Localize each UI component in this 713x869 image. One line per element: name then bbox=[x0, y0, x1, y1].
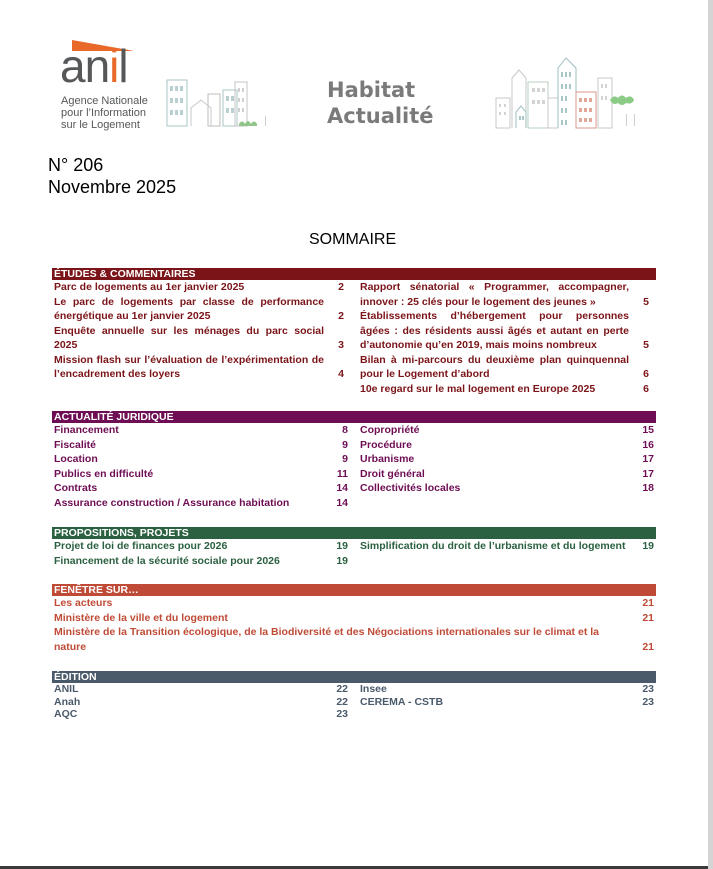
section-propositions-projets bbox=[52, 527, 656, 571]
toc-entry[interactable]: Anah 22 bbox=[54, 695, 348, 708]
toc-entry[interactable]: Ministère de la ville et du logement 21 bbox=[54, 611, 654, 624]
toc-entry[interactable]: Établissements d’hébergement pour personnes âgées : des résidents aussi âgés et autant en perte d’autonomie qu’en 2019, mais moins nombreux 5 bbox=[360, 310, 649, 351]
toc-entry[interactable]: Parc de logements au 1er janvier 2025 2 bbox=[54, 281, 344, 293]
section-header: ACTUALITÉ JURIDIQUE bbox=[52, 411, 656, 423]
toc-entry[interactable]: Copropriété 15 bbox=[360, 424, 654, 436]
left-column bbox=[54, 423, 348, 510]
toc-entry[interactable]: Contrats 14 bbox=[54, 482, 348, 494]
publication-title: Habitat Actualité bbox=[327, 78, 434, 128]
toc-entry[interactable]: Fiscalité 9 bbox=[54, 438, 348, 451]
right-column bbox=[360, 683, 654, 708]
section-header: FENÊTRE SUR… bbox=[52, 584, 656, 596]
section-edition bbox=[52, 671, 656, 723]
right-column bbox=[360, 423, 654, 496]
toc-entry[interactable]: Bilan à mi-parcours du deuxième plan quinquennal pour le Logement d’abord 6 bbox=[360, 353, 649, 380]
toc-entry[interactable]: Enquête annuelle sur les ménages du parc social 2025 3 bbox=[54, 324, 344, 351]
toc-entry[interactable]: Les acteurs 21 bbox=[54, 597, 654, 609]
issue-date: Novembre 2025 bbox=[48, 177, 177, 197]
toc-entry[interactable]: Ministère de la Transition écologique, de la Biodiversité et des Négociations internationales sur le climat et la nature 21 bbox=[54, 626, 654, 653]
toc-entry[interactable]: Financement 8 bbox=[54, 424, 348, 436]
section-header: PROPOSITIONS, PROJETS bbox=[52, 527, 656, 539]
viewer-scrollbar-edge bbox=[708, 0, 713, 869]
toc-entry[interactable]: Procédure 16 bbox=[360, 438, 654, 451]
toc-entry[interactable]: CEREMA - CSTB 23 bbox=[360, 695, 654, 708]
toc-entry[interactable]: Rapport sénatorial « Programmer, accompagner, innover : 25 clés pour le logement des jeunes » 5 bbox=[360, 281, 649, 308]
toc-title: SOMMAIRE bbox=[309, 231, 397, 248]
left-column bbox=[54, 683, 348, 721]
issue-info bbox=[48, 154, 176, 198]
issue-number: N° 206 bbox=[48, 155, 104, 175]
section-fenetre-sur bbox=[52, 584, 656, 654]
section-etudes-commentaires bbox=[52, 268, 656, 395]
toc-entry[interactable]: Le parc de logements par classe de performance énergétique au 1er janvier 2025 2 bbox=[54, 295, 344, 322]
city-buildings-icon bbox=[165, 78, 275, 128]
toc-entry[interactable]: ANIL 22 bbox=[54, 683, 348, 695]
left-column bbox=[54, 539, 348, 568]
right-column bbox=[360, 280, 649, 396]
toc-entry[interactable]: Simplification du droit de l’urbanisme et du logement 19 bbox=[360, 540, 654, 552]
toc-entry[interactable]: Projet de loi de finances pour 2026 19 bbox=[54, 540, 348, 552]
section-header: ÉTUDES & COMMENTAIRES bbox=[52, 268, 656, 280]
toc-entry[interactable]: Mission flash sur l’évaluation de l’expérimentation de l’encadrement des loyers 4 bbox=[54, 353, 344, 380]
toc-entry[interactable]: Location 9 bbox=[54, 453, 348, 465]
toc-entry[interactable]: 10e regard sur le mal logement en Europe 2025 6 bbox=[360, 382, 649, 395]
toc-entry[interactable]: Insee 23 bbox=[360, 683, 654, 695]
logo-wordmark: anil bbox=[60, 40, 128, 92]
right-column bbox=[360, 539, 654, 554]
toc-entry[interactable]: Droit général 17 bbox=[360, 467, 654, 480]
toc-entry[interactable]: Publics en difficulté 11 bbox=[54, 467, 348, 480]
toc-entry[interactable]: Financement de la sécurité sociale pour 2026 19 bbox=[54, 554, 348, 567]
toc-entry[interactable]: AQC 23 bbox=[54, 708, 348, 720]
toc-entry[interactable]: Assurance construction / Assurance habitation 14 bbox=[54, 496, 348, 509]
section-actualite-juridique bbox=[52, 411, 656, 513]
toc-entry[interactable]: Urbanisme 17 bbox=[360, 453, 654, 465]
toc-entry[interactable]: Collectivités locales 18 bbox=[360, 482, 654, 494]
city-skyline-icon bbox=[494, 56, 644, 130]
anil-logo bbox=[58, 36, 158, 131]
section-header: ÉDITION bbox=[52, 671, 656, 683]
left-column bbox=[54, 280, 344, 382]
logo-subtitle: Agence Nationale pour l’Information sur le Logement bbox=[61, 95, 148, 131]
